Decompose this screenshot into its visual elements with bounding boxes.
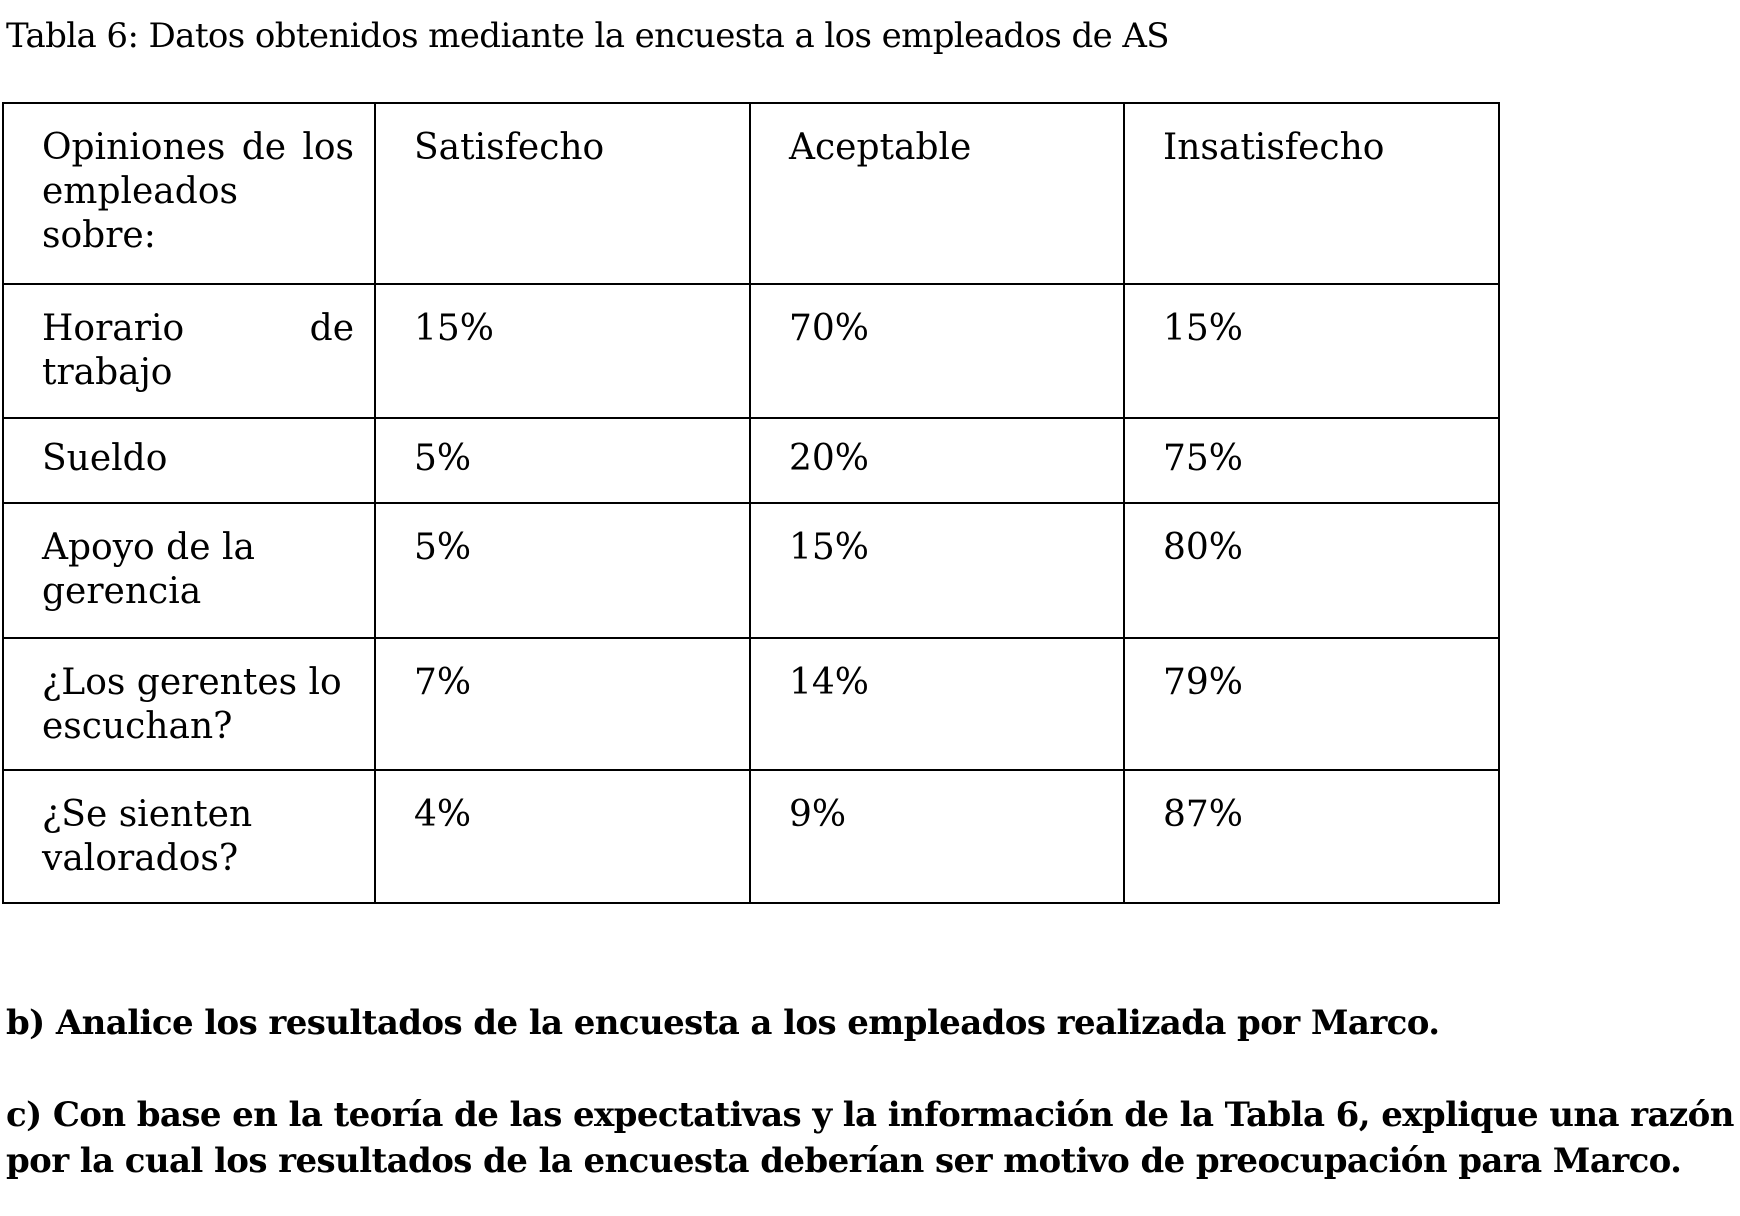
row-label: Sueldo: [3, 418, 375, 503]
cell-dissatisfied: 15%: [1124, 284, 1499, 418]
table-row: [3, 770, 1499, 903]
table-row: [3, 418, 1499, 503]
table-header-row: [3, 103, 1499, 284]
cell-acceptable: 15%: [750, 503, 1124, 638]
cell-satisfied: 15%: [375, 284, 750, 418]
question-b: b) Analice los resultados de la encuesta a los empleados realizada por Marco.: [6, 1003, 1440, 1043]
cell-dissatisfied: 87%: [1124, 770, 1499, 903]
row-label: Horario de trabajo: [3, 284, 375, 418]
header-cell-dissatisfied: Insatisfecho: [1124, 103, 1499, 284]
cell-satisfied: 5%: [375, 418, 750, 503]
cell-satisfied: 5%: [375, 503, 750, 638]
cell-acceptable: 14%: [750, 638, 1124, 770]
table-caption: Tabla 6: Datos obtenidos mediante la encuesta a los empleados de AS: [6, 16, 1169, 56]
cell-acceptable: 70%: [750, 284, 1124, 418]
header-cell-acceptable: Aceptable: [750, 103, 1124, 284]
row-label: ¿Los gerentes lo escuchan?: [3, 638, 375, 770]
cell-dissatisfied: 75%: [1124, 418, 1499, 503]
cell-acceptable: 20%: [750, 418, 1124, 503]
cell-dissatisfied: 79%: [1124, 638, 1499, 770]
table-row: [3, 503, 1499, 638]
header-cell-satisfied: Satisfecho: [375, 103, 750, 284]
cell-satisfied: 4%: [375, 770, 750, 903]
header-cell-topic: Opiniones de los empleados sobre:: [3, 103, 375, 284]
cell-satisfied: 7%: [375, 638, 750, 770]
row-label: Apoyo de la gerencia: [3, 503, 375, 638]
table-row: [3, 638, 1499, 770]
question-c: c) Con base en la teoría de las expectativas y la información de la Tabla 6, explique una razón por la cual los resultados de la encuesta deberían ser motivo de preocupación para Marco.: [6, 1095, 1734, 1181]
table-row: [3, 284, 1499, 418]
row-label: ¿Se sienten valorados?: [3, 770, 375, 903]
cell-dissatisfied: 80%: [1124, 503, 1499, 638]
survey-table: [2, 102, 1500, 904]
cell-acceptable: 9%: [750, 770, 1124, 903]
